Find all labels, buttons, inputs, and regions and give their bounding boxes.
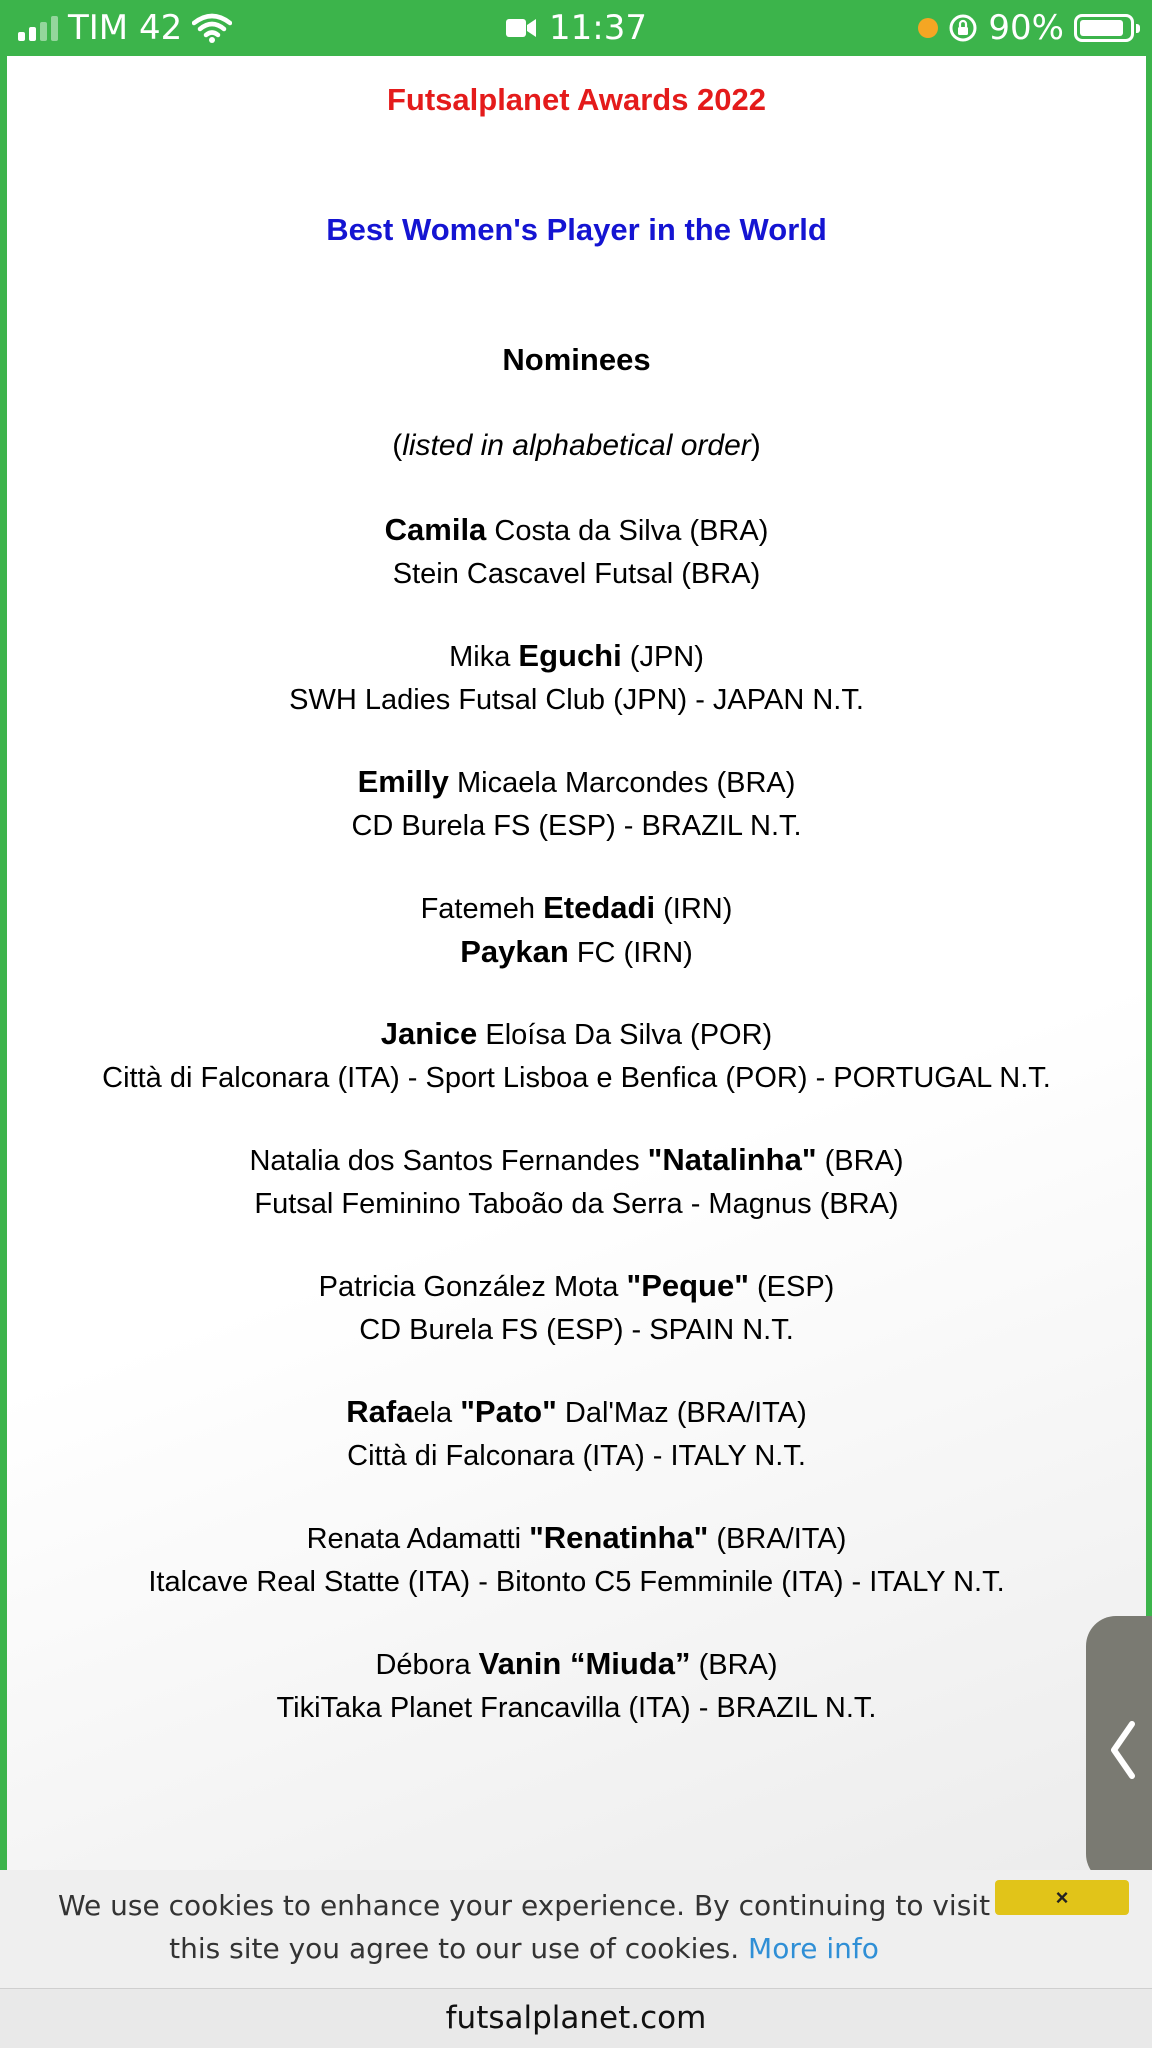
nominee-name [7,760,1146,804]
nominee-text-bold: Paykan [460,934,569,969]
nominee-text-bold: Camila [384,512,487,547]
nominee-name [7,886,1146,930]
nominee-text: (IRN) [655,893,733,925]
awards-title: Futsalplanet Awards 2022 [386,82,767,117]
nominee-text: Mika [449,641,519,673]
nominee-text: Micaela Marcondes (BRA) [448,767,796,799]
cookie-close-button[interactable]: × [995,1880,1129,1915]
nominee-club [7,678,1146,722]
nominee-text-bold: "Peque" [626,1268,749,1303]
nominee-entry [7,508,1146,596]
nominee-text: SWH Ladies Futsal Club (JPN) - JAPAN N.T. [289,684,864,716]
page-border-left [0,56,7,1870]
nominee-text: Natalia dos Santos Fernandes [249,1145,648,1177]
nominee-text: Eloísa Da Silva (POR) [477,1019,773,1051]
battery-percentage: 90% [988,8,1064,48]
nominee-text-bold: Emilly [357,764,449,799]
nominee-text: (BRA) [690,1649,778,1681]
chevron-left-icon [1108,1720,1138,1780]
award-category-title: Best Women's Player in the World [326,212,827,247]
battery-icon [1074,14,1134,42]
nominee-name [7,1516,1146,1560]
clock: 11:37 [549,8,647,48]
nominee-text: Patricia González Mota [318,1271,627,1303]
nominee-club [7,804,1146,848]
nominee-text: Futsal Feminino Taboão da Serra - Magnus (BRA) [254,1188,899,1220]
nominee-text-bold: "Natalinha" [647,1142,817,1177]
address-bar[interactable] [0,1988,1152,2048]
nominee-text: FC (IRN) [568,937,693,969]
nominee-name [7,1264,1146,1308]
nominee-text-bold: Etedadi [543,890,656,925]
side-panel-handle[interactable] [1086,1616,1152,1884]
nominee-entry [7,886,1146,974]
cookie-message-line1: We use cookies to enhance your experience. By continuing to visit [57,1889,991,1922]
article-content [7,56,1146,1730]
nominee-text: Città di Falconara (ITA) - Sport Lisboa e Benfica (POR) - PORTUGAL N.T. [102,1062,1051,1094]
nominee-entry [7,1264,1146,1352]
nominee-club [7,1308,1146,1352]
nominee-text: (ESP) [748,1271,835,1303]
nominee-entry [7,1012,1146,1100]
nominee-name [7,1012,1146,1056]
more-info-link[interactable]: More info [748,1932,879,1965]
nominee-text-bold: Janice [380,1016,478,1051]
nominee-entry [7,1642,1146,1730]
nominee-club [7,1056,1146,1100]
page-border-right [1146,56,1152,1870]
nominee-text: ela [413,1397,461,1429]
nominee-name [7,1390,1146,1434]
nominee-text-bold: "Renatinha" [529,1520,709,1555]
status-right [918,0,1134,56]
nominee-name [7,1642,1146,1686]
nominee-text: Fatemeh [420,893,544,925]
nominee-club [7,1182,1146,1226]
order-note-text: listed in alphabetical order [402,429,751,462]
nominee-name [7,634,1146,678]
nominee-club [7,552,1146,596]
nominee-text: Renata Adamatti [306,1523,530,1555]
nominee-entry [7,634,1146,722]
cookie-message-line2 [24,1927,1024,1970]
cookie-message-line2-text: this site you agree to our use of cookies. [169,1932,740,1965]
status-bar [0,0,1152,56]
nominee-text-bold: Rafa [346,1394,414,1429]
nominee-club [7,930,1146,974]
nominee-club [7,1560,1146,1604]
nominee-text: Costa da Silva (BRA) [486,515,769,547]
nominee-text: Città di Falconara (ITA) - ITALY N.T. [347,1440,806,1472]
nominee-text: Dal'Maz (BRA/ITA) [556,1397,807,1429]
recording-indicator-icon [918,18,938,38]
url-domain: futsalplanet.com [445,2000,707,2036]
nominee-club [7,1434,1146,1478]
alphabetical-order-note [7,422,1146,470]
order-note-close: ) [750,429,761,462]
video-camera-icon [505,17,537,39]
battery-tip [1136,24,1140,33]
nominee-entry [7,1516,1146,1604]
nominee-entry [7,760,1146,848]
nominee-text: CD Burela FS (ESP) - BRAZIL N.T. [351,810,802,842]
nominee-name [7,508,1146,552]
nominee-entry [7,1138,1146,1226]
nominee-text: (BRA/ITA) [708,1523,847,1555]
rotation-lock-icon [948,13,978,43]
nominee-text: TikiTaka Planet Francavilla (ITA) - BRAZIL N.T. [276,1692,877,1724]
nominee-name [7,1138,1146,1182]
nominee-text: (JPN) [621,641,704,673]
order-note-open: ( [392,429,403,462]
nominee-text: Stein Cascavel Futsal (BRA) [392,558,761,590]
cookie-banner [0,1870,1152,1988]
nominee-text: CD Burela FS (ESP) - SPAIN N.T. [359,1314,794,1346]
nominee-text-bold: Vanin “Miuda” [478,1646,691,1681]
nominee-text: Italcave Real Statte (ITA) - Bitonto C5 Femminile (ITA) - ITALY N.T. [148,1566,1005,1598]
carrier-label: TIM 42 [68,8,183,48]
cookie-message [24,1884,1024,1970]
battery-fill [1080,20,1123,36]
nominee-text: (BRA) [816,1145,904,1177]
nominee-text-bold: "Pato" [460,1394,557,1429]
nominee-list [7,508,1146,1730]
nominee-text: Débora [375,1649,479,1681]
nominee-club [7,1686,1146,1730]
nominee-entry [7,1390,1146,1478]
nominee-text-bold: Eguchi [518,638,622,673]
nominees-heading: Nominees [502,342,651,377]
